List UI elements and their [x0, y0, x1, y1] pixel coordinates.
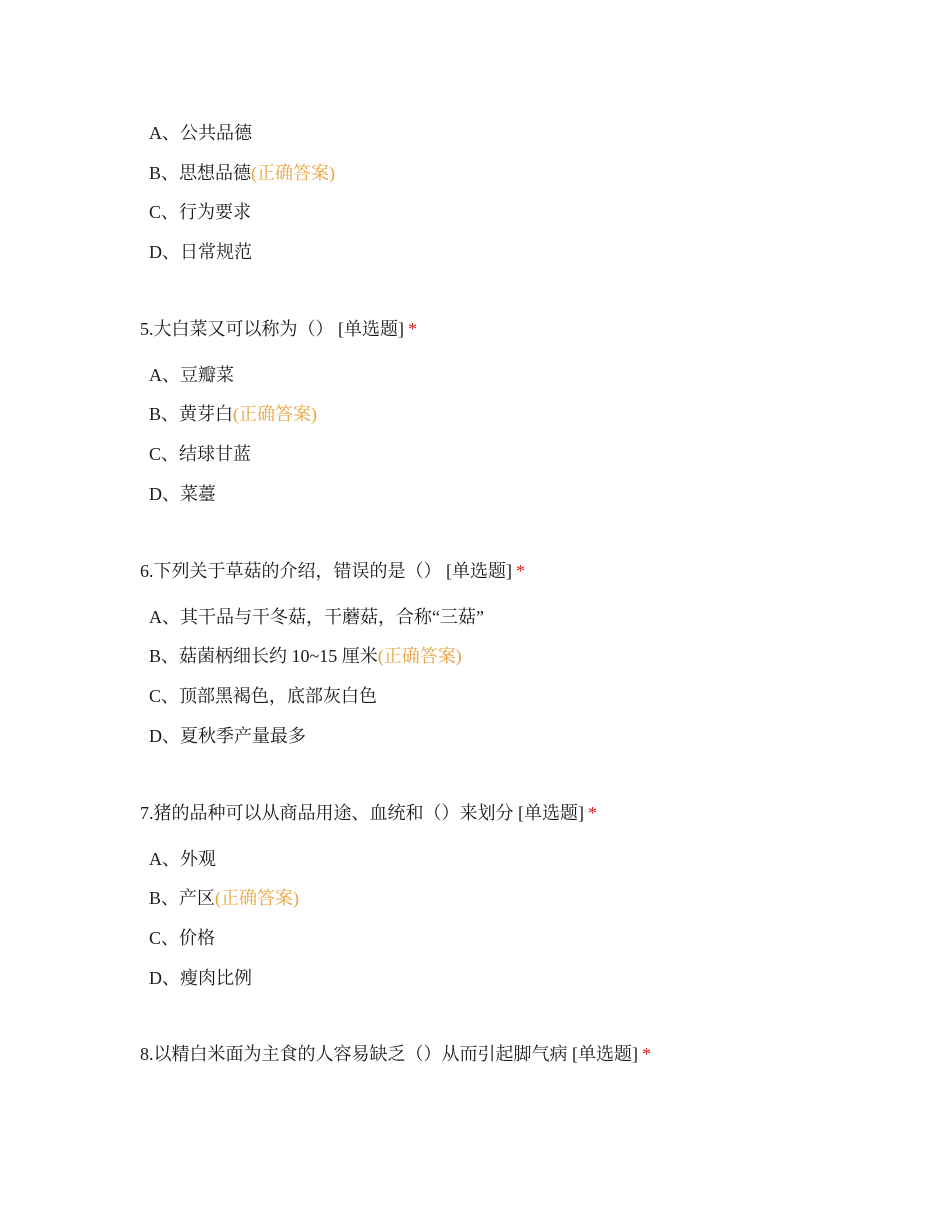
q7-option-b: B、产区(正确答案)	[149, 888, 300, 908]
q8-title: 8.以精白米面为主食的人容易缺乏（）从而引起脚气病 [单选题] *	[140, 1044, 651, 1064]
q6-option-a: A、其干品与干冬菇，干蘑菇，合称“三菇”	[149, 607, 484, 627]
q7-option-a: A、外观	[149, 849, 216, 869]
required-mark: *	[588, 803, 597, 823]
q4-option-c: C、行为要求	[149, 202, 252, 222]
required-mark: *	[642, 1044, 651, 1064]
correct-answer-label: (正确答案)	[251, 163, 336, 183]
q6-option-d: D、夏秋季产量最多	[149, 726, 306, 746]
q6-option-b: B、菇菌柄细长约 10~15 厘米(正确答案)	[149, 646, 462, 666]
q6-title: 6.下列关于草菇的介绍，错误的是（） [单选题] *	[140, 561, 525, 581]
q5-option-a: A、豆瓣菜	[149, 365, 234, 385]
q5-title: 5.大白菜又可以称为（） [单选题] *	[140, 319, 417, 339]
q4-option-a: A、公共品德	[149, 123, 252, 143]
q7-title: 7.猪的品种可以从商品用途、血统和（）来划分 [单选题] *	[140, 803, 597, 823]
correct-answer-label: (正确答案)	[215, 888, 300, 908]
q5-option-b: B、黄芽白(正确答案)	[149, 404, 318, 424]
q6-option-c: C、顶部黑褐色，底部灰白色	[149, 686, 378, 706]
required-mark: *	[408, 319, 417, 339]
q4-option-b: B、思想品德(正确答案)	[149, 163, 336, 183]
q7-option-c: C、价格	[149, 928, 216, 948]
q5-option-c: C、结球甘蓝	[149, 444, 252, 464]
correct-answer-label: (正确答案)	[377, 646, 462, 666]
q4-option-d: D、日常规范	[149, 242, 252, 262]
q5-option-d: D、菜薹	[149, 484, 216, 504]
required-mark: *	[516, 561, 525, 581]
q7-option-d: D、瘦肉比例	[149, 968, 252, 988]
correct-answer-label: (正确答案)	[233, 404, 318, 424]
